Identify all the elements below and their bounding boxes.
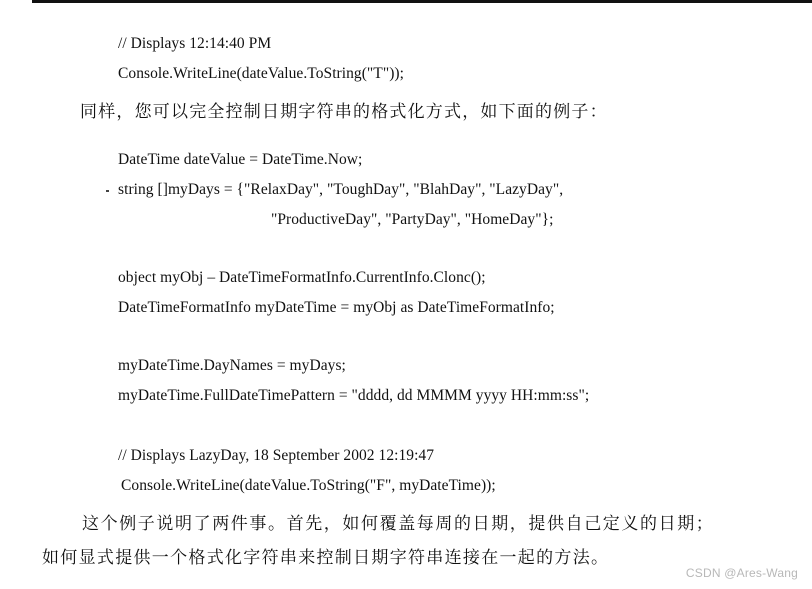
code-comment-line: // Displays 12:14:40 PM [118, 35, 272, 52]
code-line: string []myDays = {"RelaxDay", "ToughDay", "BlahDay", "LazyDay", [118, 181, 564, 198]
code-comment-line: // Displays LazyDay, 18 September 2002 12:19:47 [118, 447, 435, 464]
body-text-line: 这个例子说明了两件事。首先，如何覆盖每周的日期，提供自己定义的日期； [82, 514, 715, 534]
code-line: Console.WriteLine(dateValue.ToString("F", myDateTime)); [121, 477, 496, 494]
code-line: myDateTime.DayNames = myDays; [118, 357, 346, 374]
stray-mark [106, 190, 109, 192]
code-line: myDateTime.FullDateTimePattern = "dddd, dd MMMM yyyy HH:mm:ss"; [118, 387, 590, 404]
code-line: "ProductiveDay", "PartyDay", "HomeDay"}; [271, 211, 554, 228]
code-line: DateTimeFormatInfo myDateTime = myObj as DateTimeFormatInfo; [118, 299, 555, 316]
top-rule [32, 0, 812, 3]
body-text-line: 同样，您可以完全控制日期字符串的格式化方式，如下面的例子： [80, 102, 608, 122]
watermark: CSDN @Ares-Wang [685, 566, 798, 580]
body-text-line: 如何显式提供一个格式化字符串来控制日期字符串连接在一起的方法。 [42, 548, 610, 568]
code-line: DateTime dateValue = DateTime.Now; [118, 151, 363, 168]
code-line: Console.WriteLine(dateValue.ToString("T")); [118, 65, 404, 82]
code-line: object myObj – DateTimeFormatInfo.CurrentInfo.Clonc(); [118, 269, 486, 286]
